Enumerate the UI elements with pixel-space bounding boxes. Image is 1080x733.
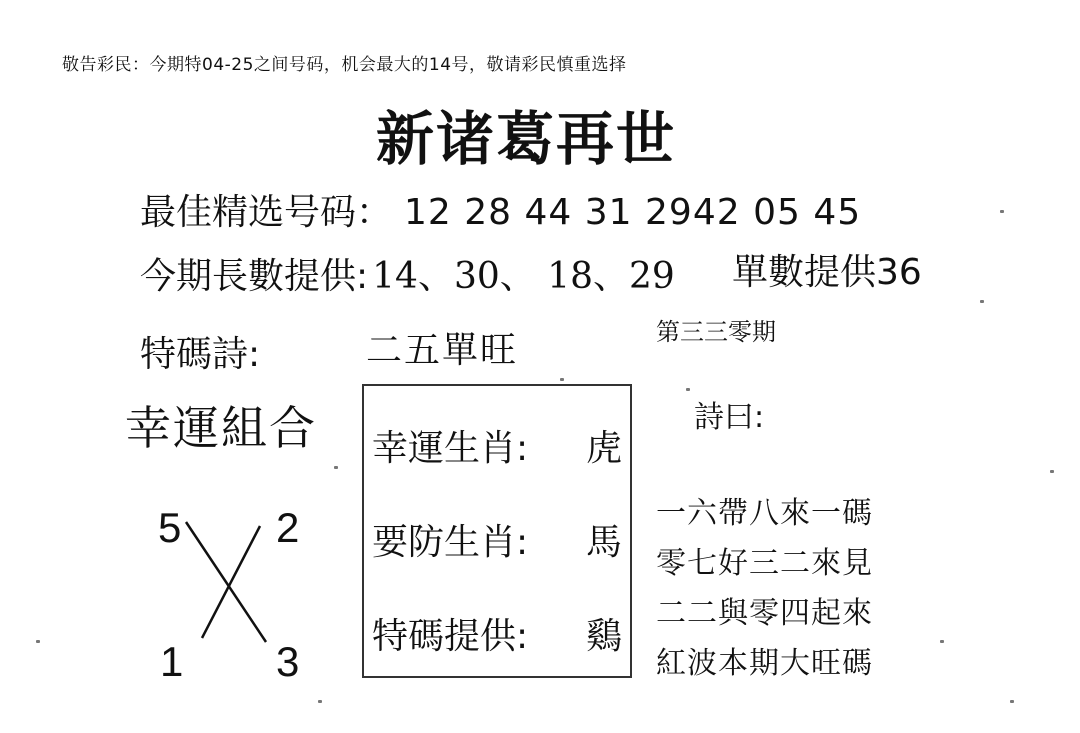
verse-line: 紅波本期大旺碼 — [656, 646, 873, 681]
verse-line: 零七好三二來見 — [656, 546, 873, 581]
combo-number-bottom-right: 3 — [276, 638, 300, 685]
zodiac-row-label: 特碼提供: — [372, 616, 529, 657]
special-poem-label: 特碼詩: — [140, 334, 261, 375]
page-title: 新诸葛再世 — [376, 105, 677, 173]
scan-speck — [1050, 470, 1054, 473]
best-picks-label: 最佳精选号码： — [140, 192, 393, 233]
single-numbers: 單數提供36 — [732, 252, 922, 293]
combo-number-top-left: 5 — [158, 504, 182, 551]
scan-speck — [36, 640, 40, 643]
verse-heading: 詩曰: — [694, 400, 765, 435]
combo-number-bottom-left: 1 — [160, 638, 184, 685]
lucky-combo-title: 幸運組合 — [125, 401, 317, 455]
zodiac-row-value: 虎 — [586, 428, 623, 469]
zodiac-box — [362, 384, 632, 678]
zodiac-row-label: 要防生肖: — [372, 522, 529, 563]
zodiac-row-label: 幸運生肖: — [372, 428, 529, 469]
zodiac-row-lucky — [372, 420, 623, 471]
zodiac-row-value: 馬 — [586, 522, 623, 563]
zodiac-row-special — [372, 608, 623, 659]
issue-number: 第三三零期 — [656, 318, 776, 346]
best-picks-line — [140, 184, 861, 235]
scan-speck — [1010, 700, 1014, 703]
combo-number-top-right: 2 — [276, 504, 300, 551]
scan-speck — [1000, 210, 1004, 213]
notice-text: 敬告彩民：今期特04-25之间号码，机会最大的14号，敬请彩民慎重选择 — [62, 55, 627, 75]
special-poem-text: 二五單旺 — [366, 330, 519, 371]
scan-speck — [686, 388, 690, 391]
verse-line: 一六帶八來一碼 — [656, 496, 873, 531]
best-picks-value: 12 28 44 31 2942 05 45 — [404, 192, 862, 233]
scan-speck — [318, 700, 322, 703]
combo-cross-icon — [180, 518, 290, 648]
scan-speck — [560, 378, 564, 381]
scan-speck — [334, 466, 338, 469]
zodiac-row-guard — [372, 514, 623, 565]
long-numbers-label: 今期長數提供: — [140, 256, 369, 297]
verse-line: 二二與零四起來 — [656, 596, 873, 631]
long-numbers-value: 14、30、 18、29 — [372, 256, 675, 297]
zodiac-row-value: 鷄 — [586, 616, 623, 657]
scan-speck — [940, 640, 944, 643]
scan-speck — [980, 300, 984, 303]
long-numbers-line — [140, 248, 675, 299]
